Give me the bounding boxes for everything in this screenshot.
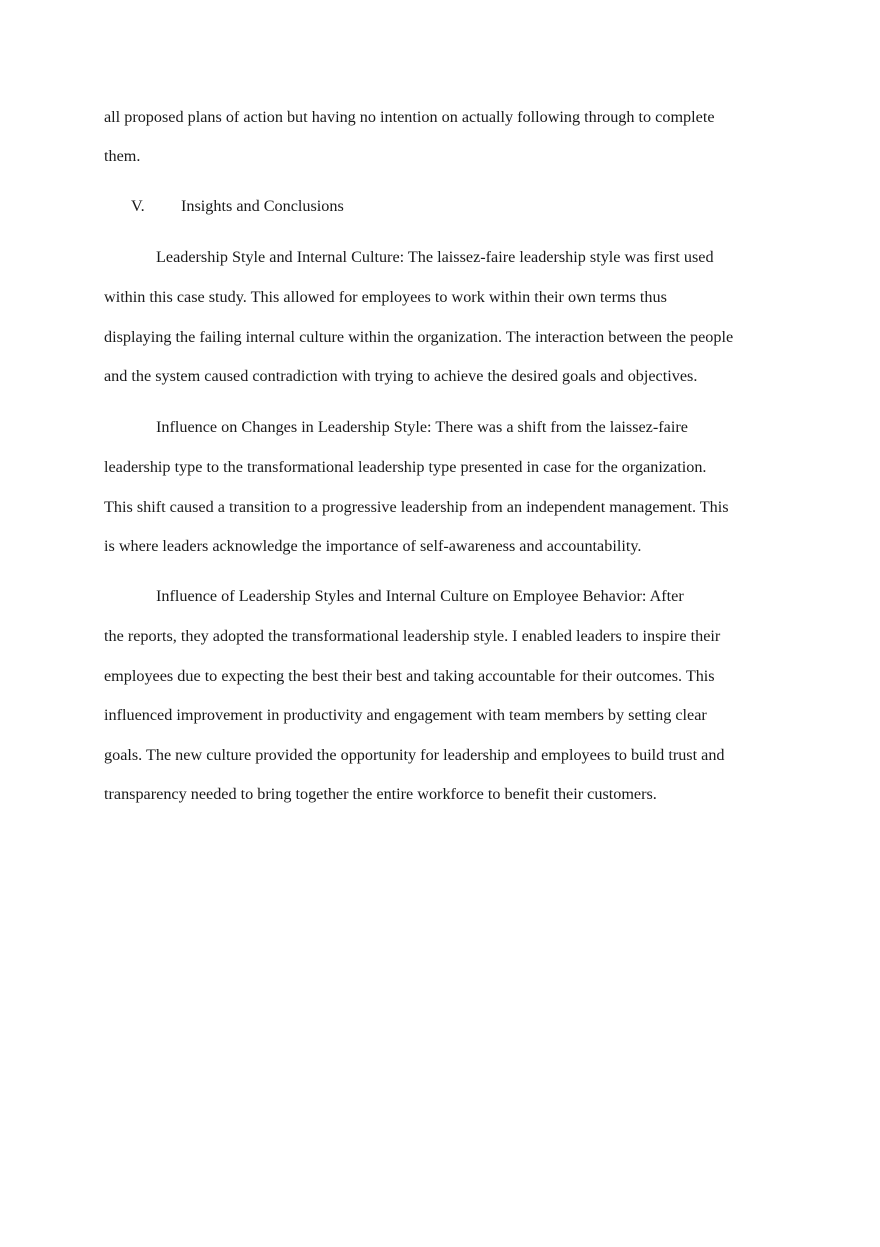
- text-line: Influence of Leadership Styles and Internal Culture on Employee Behavior: After: [156, 587, 684, 605]
- text-line: employees due to expecting the best their best and taking accountable for their outcomes. This: [104, 667, 715, 685]
- text-line: displaying the failing internal culture within the organization. The interaction between the people: [104, 328, 734, 346]
- section-title: Insights and Conclusions: [181, 197, 344, 215]
- text-line: within this case study. This allowed for employees to work within their own terms thus: [104, 288, 667, 306]
- text-line: transparency needed to bring together the entire workforce to benefit their customers.: [104, 785, 657, 803]
- text-line: is where leaders acknowledge the importance of self-awareness and accountability.: [104, 537, 642, 555]
- text-line: leadership type to the transformational leadership type presented in case for the organization.: [104, 458, 707, 476]
- text-line: all proposed plans of action but having no intention on actually following through to complete: [104, 108, 715, 126]
- text-line: them.: [104, 147, 141, 165]
- section-number: V.: [131, 197, 145, 215]
- text-line: This shift caused a transition to a progressive leadership from an independent management. This: [104, 498, 729, 516]
- text-line: influenced improvement in productivity and engagement with team members by setting clear: [104, 706, 707, 724]
- text-line: Leadership Style and Internal Culture: The laissez-faire leadership style was first used: [156, 248, 714, 266]
- text-line: Influence on Changes in Leadership Style: There was a shift from the laissez-faire: [156, 418, 688, 436]
- text-line: and the system caused contradiction with trying to achieve the desired goals and objectives.: [104, 367, 698, 385]
- text-line: the reports, they adopted the transformational leadership style. I enabled leaders to inspire their: [104, 627, 721, 645]
- text-line: goals. The new culture provided the opportunity for leadership and employees to build trust and: [104, 746, 725, 764]
